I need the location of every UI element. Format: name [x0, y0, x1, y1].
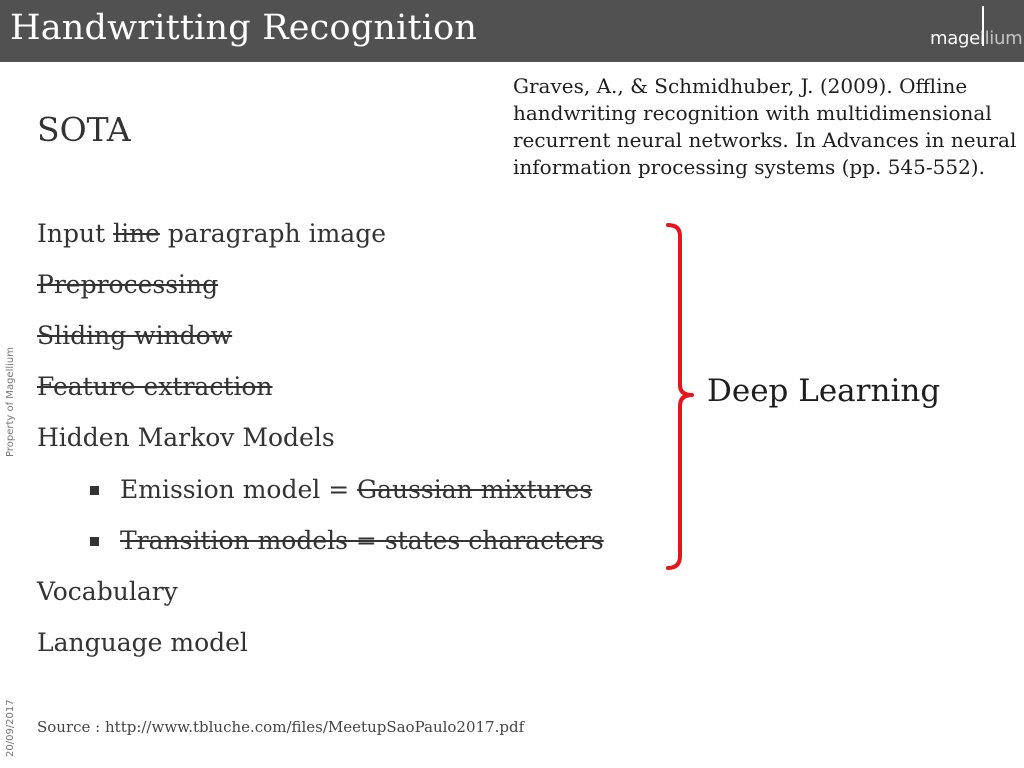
logo-text-main: magel	[930, 28, 985, 49]
date-label: 20/09/2017	[5, 699, 16, 757]
emission-struck: Gaussian mixtures	[357, 475, 593, 504]
slide-title: Handwritting Recognition	[10, 8, 478, 48]
logo-text	[930, 28, 1022, 49]
bullet-icon	[90, 486, 99, 495]
list-item-input	[37, 219, 386, 248]
magellium-logo	[930, 6, 1023, 54]
emission-prefix: Emission model =	[120, 475, 358, 504]
section-heading: SOTA	[37, 110, 131, 149]
deep-learning-label: Deep Learning	[707, 373, 941, 409]
list-item-hmm: Hidden Markov Models	[37, 423, 335, 452]
source-citation: Source : http://www.tbluche.com/files/MeetupSaoPaulo2017.pdf	[37, 718, 525, 736]
input-struck-word: line	[113, 219, 160, 248]
list-item-sliding-window: Sliding window	[37, 321, 233, 350]
list-item-transition: Transition models = states characters	[120, 526, 604, 555]
list-item-vocabulary: Vocabulary	[37, 577, 178, 606]
logo-text-dim: lium	[984, 28, 1023, 49]
list-item-preprocessing: Preprocessing	[37, 270, 219, 299]
list-item-feature-extraction: Feature extraction	[37, 372, 273, 401]
input-prefix: Input	[37, 219, 114, 248]
input-suffix: paragraph image	[159, 219, 386, 248]
reference-citation: Graves, A., & Schmidhuber, J. (2009). Offline handwriting recognition with multidimensional recurrent neural networks. In Advances in neural information processing systems (pp. 545-552).	[513, 74, 1017, 179]
header-bar	[0, 0, 1024, 62]
bullet-icon	[90, 537, 99, 546]
list-item-emission	[120, 475, 592, 504]
list-item-language-model: Language model	[37, 628, 248, 657]
property-label: Property of Magellium	[5, 347, 16, 457]
